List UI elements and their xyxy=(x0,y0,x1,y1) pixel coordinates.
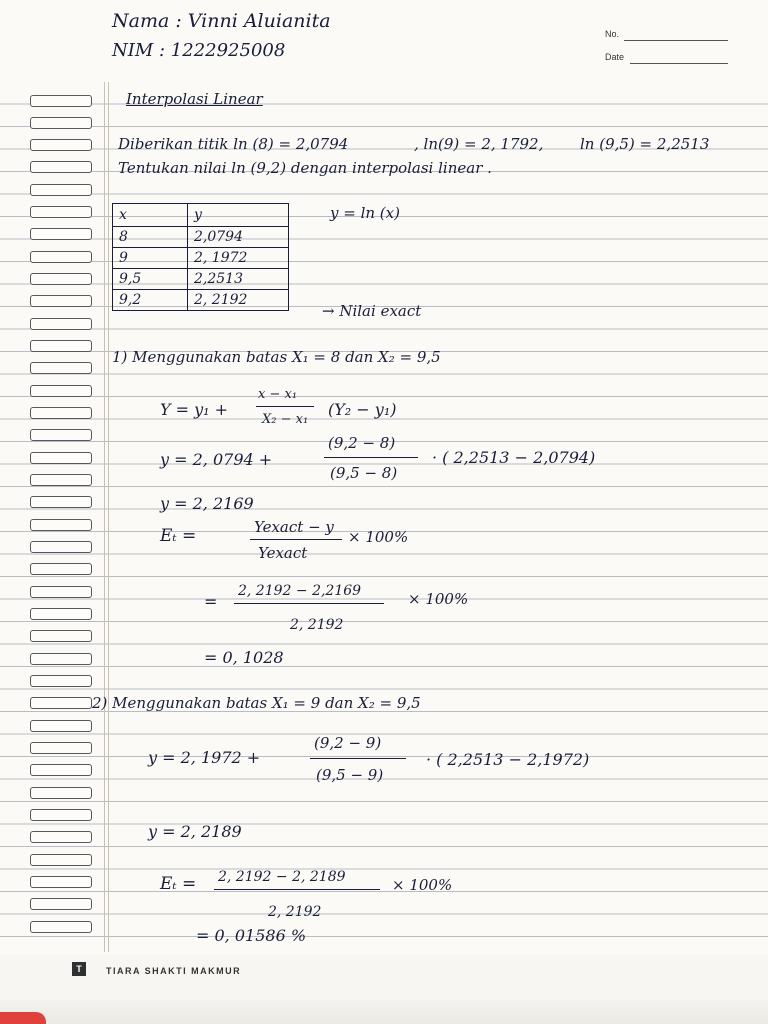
part2-result: y = 2, 2189 xyxy=(148,822,242,841)
table-cell-x: 9 xyxy=(113,248,188,269)
table-row xyxy=(113,227,289,248)
table-cell-y: 2,0794 xyxy=(188,227,289,248)
part1-calc-numerator: 2, 2192 − 2,2169 xyxy=(238,583,362,599)
binder-hole xyxy=(30,295,92,307)
part1-subst-numerator: (9,2 − 8) xyxy=(328,434,396,452)
part2-error-numerator: 2, 2192 − 2, 2189 xyxy=(218,869,346,885)
binder-hole xyxy=(30,630,92,642)
table-cell-y: 2, 1972 xyxy=(188,248,289,269)
binder-hole xyxy=(30,921,92,933)
binder-hole xyxy=(30,407,92,419)
part1-heading: 1) Menggunakan batas X₁ = 8 dan X₂ = 9,5 xyxy=(112,348,441,366)
binder-hole xyxy=(30,228,92,240)
binder-hole xyxy=(30,898,92,910)
binder-hole xyxy=(30,809,92,821)
binder-hole xyxy=(30,519,92,531)
binder-hole xyxy=(30,273,92,285)
part1-subst-lhs: y = 2, 0794 + xyxy=(160,450,273,469)
binder-hole xyxy=(30,385,92,397)
exact-value-note: → Nilai exact xyxy=(322,302,422,320)
binder-hole xyxy=(30,251,92,263)
binder-hole xyxy=(30,586,92,598)
xy-table xyxy=(112,203,289,311)
table-header-x: x xyxy=(113,204,188,227)
part1-final-error: = 0, 1028 xyxy=(204,648,284,667)
part2-final-error: = 0, 01586 % xyxy=(196,926,307,945)
problem-line-1b: , ln(9) = 2, 1792, xyxy=(414,135,544,153)
no-field-line xyxy=(624,40,728,41)
part1-error-rhs: × 100% xyxy=(348,528,409,546)
part1-formula-denominator: X₂ − x₁ xyxy=(262,412,309,427)
binder-hole xyxy=(30,653,92,665)
table-row xyxy=(113,248,289,269)
date-field-line xyxy=(630,63,728,64)
date-label: Date xyxy=(605,52,625,62)
part2-subst-rhs: · ( 2,2513 − 2,1972) xyxy=(426,750,590,769)
binder-hole xyxy=(30,95,92,107)
part1-calc-rhs: × 100% xyxy=(408,590,469,608)
binder-hole xyxy=(30,496,92,508)
table-header-row xyxy=(113,204,289,227)
binder-hole xyxy=(30,362,92,374)
binder-hole xyxy=(30,161,92,173)
part2-subst-fraction-bar xyxy=(310,758,406,759)
binder-hole xyxy=(30,206,92,218)
binder-hole xyxy=(30,854,92,866)
part1-formula-lhs: Y = y₁ + xyxy=(160,400,229,419)
page-bottom-edge xyxy=(0,1000,768,1024)
margin-line-left xyxy=(104,82,105,952)
part1-error-lhs: Eₜ = xyxy=(160,526,197,546)
binder-hole xyxy=(30,117,92,129)
nim-line: NIM : 1222925008 xyxy=(112,40,286,61)
binder-hole xyxy=(30,429,92,441)
red-corner-decoration xyxy=(0,1012,46,1024)
part2-error-denominator: 2, 2192 xyxy=(268,904,322,920)
part1-error-numerator: Yexact − y xyxy=(254,518,334,536)
part1-formula-fraction-bar xyxy=(256,406,314,407)
binder-hole xyxy=(30,742,92,754)
binder-hole xyxy=(30,608,92,620)
table-cell-y: 2,2513 xyxy=(188,269,289,290)
brand-logo: T xyxy=(72,962,86,976)
binder-hole xyxy=(30,541,92,553)
binder-hole xyxy=(30,563,92,575)
part2-error-lhs: Eₜ = xyxy=(160,874,197,894)
binder-hole xyxy=(30,474,92,486)
binder-hole xyxy=(30,787,92,799)
table-row xyxy=(113,290,289,311)
part1-calc-denominator: 2, 2192 xyxy=(290,617,344,633)
part2-subst-lhs: y = 2, 1972 + xyxy=(148,748,261,767)
table-cell-y: 2, 2192 xyxy=(188,290,289,311)
binder-hole xyxy=(30,139,92,151)
no-label: No. xyxy=(605,29,620,39)
problem-line-1c: ln (9,5) = 2,2513 xyxy=(580,135,710,153)
part2-error-rhs: × 100% xyxy=(392,876,453,894)
part1-subst-denominator: (9,5 − 8) xyxy=(330,464,398,482)
part1-subst-rhs: · ( 2,2513 − 2,0794) xyxy=(432,448,596,467)
binder-hole xyxy=(30,697,92,709)
name-line: Nama : Vinni Aluianita xyxy=(112,10,331,32)
binder-hole xyxy=(30,720,92,732)
part1-formula-numerator: x − x₁ xyxy=(258,387,298,402)
part1-result: y = 2, 2169 xyxy=(160,494,254,513)
part1-error-fraction-bar xyxy=(250,539,342,540)
problem-line-1a: Diberikan titik ln (8) = 2,0794 xyxy=(118,135,349,153)
part1-formula-rhs: (Y₂ − y₁) xyxy=(328,400,397,419)
table-row xyxy=(113,269,289,290)
part2-subst-denominator: (9,5 − 9) xyxy=(316,766,384,784)
binder-hole xyxy=(30,876,92,888)
page-title: Interpolasi Linear xyxy=(126,90,263,108)
binder-hole xyxy=(30,318,92,330)
part1-subst-fraction-bar xyxy=(324,457,418,458)
binder-hole xyxy=(30,452,92,464)
problem-line-2: Tentukan nilai ln (9,2) dengan interpolasi linear . xyxy=(118,159,492,177)
binder-hole xyxy=(30,764,92,776)
margin-line-right xyxy=(108,82,109,952)
table-header-y: y xyxy=(188,204,289,227)
binder-hole xyxy=(30,831,92,843)
part2-heading: 2) Menggunakan batas X₁ = 9 dan X₂ = 9,5 xyxy=(92,694,421,712)
table-cell-x: 8 xyxy=(113,227,188,248)
binder-hole xyxy=(30,675,92,687)
part1-calc-eq: = xyxy=(204,592,218,611)
function-equation: y = ln (x) xyxy=(330,204,400,222)
part1-calc-fraction-bar xyxy=(234,603,384,604)
table-cell-x: 9,5 xyxy=(113,269,188,290)
part2-subst-numerator: (9,2 − 9) xyxy=(314,734,382,752)
part2-error-fraction-bar xyxy=(214,889,380,890)
binder-hole xyxy=(30,184,92,196)
brand-name: TIARA SHAKTI MAKMUR xyxy=(106,966,242,976)
binder-hole xyxy=(30,340,92,352)
table-cell-x: 9,2 xyxy=(113,290,188,311)
part1-error-denominator: Yexact xyxy=(258,544,308,562)
